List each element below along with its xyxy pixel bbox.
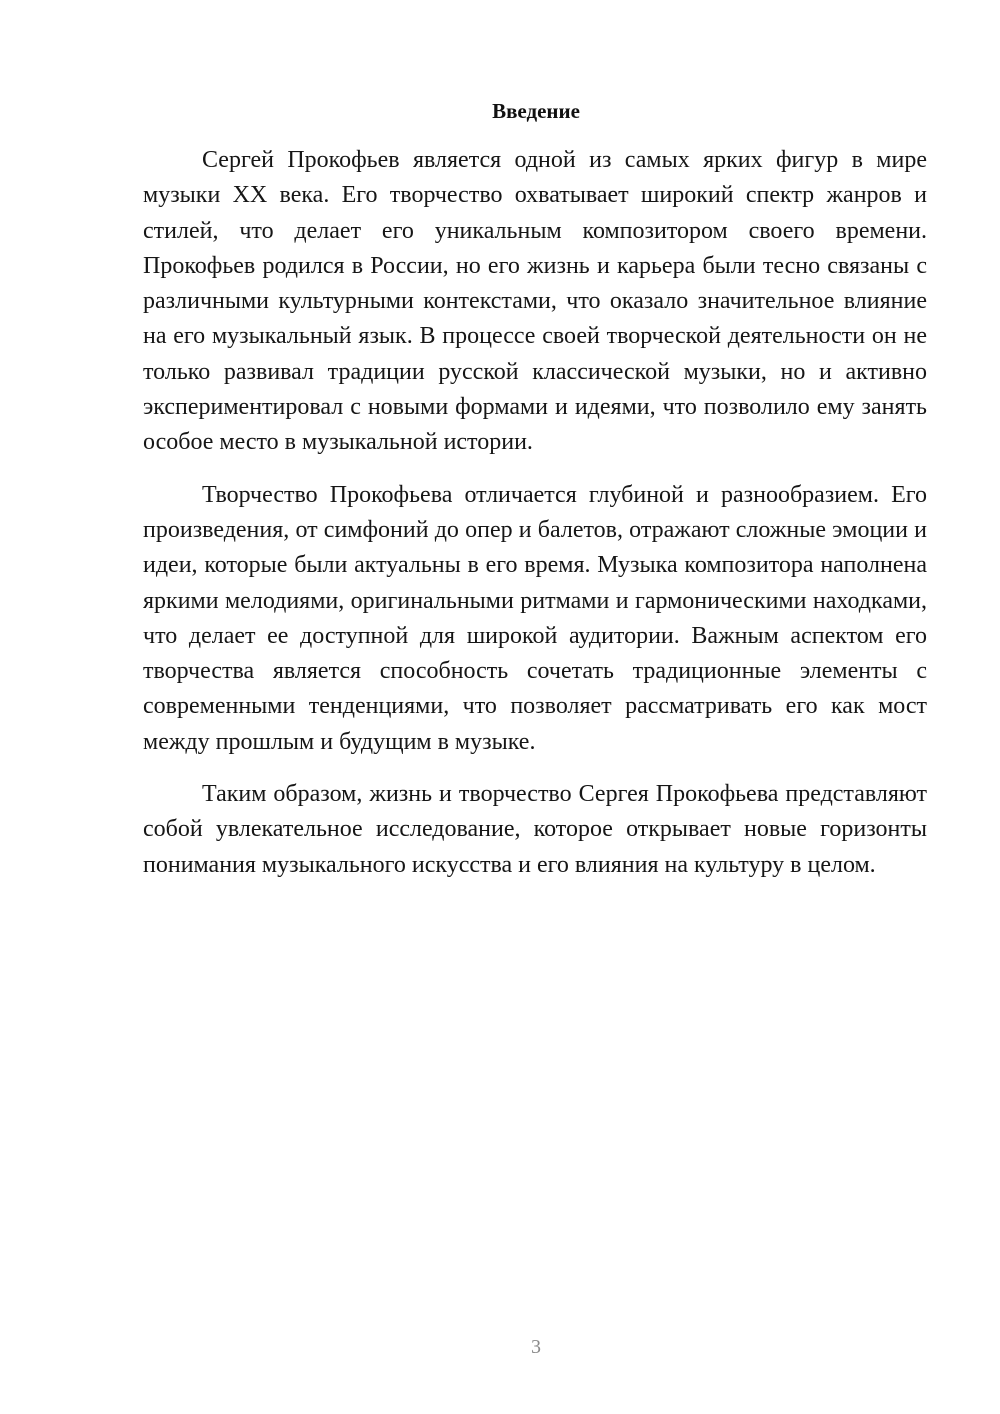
paragraph: Таким образом, жизнь и творчество Сергея Прокофьева представляют собой увлекательное исследование, которое открывает новые горизонты понимания музыкального искусства и его влияния на культуру в целом.: [143, 781, 927, 878]
page-title: Введение: [492, 99, 580, 123]
body-text: [143, 143, 927, 900]
paragraph: Творчество Прокофьева отличается глубиной и разнообразием. Его произведения, от симфоний до опер и балетов, отражают сложные эмоции и идеи, которые были актуальны в его время. Музыка композитора наполнена яркими мелодиями, оригинальными ритмами и гармоническими находками, что делает ее доступной для широкой аудитории. Важным аспектом его творчества является способность сочетать традиционные элементы с современными тенденциями, что позволяет рассматривать его как мост между прошлым и будущим в музыке.: [143, 481, 927, 755]
page-number: 3: [531, 1336, 541, 1358]
paragraph: Сергей Прокофьев является одной из самых ярких фигур в мире музыки XX века. Его творчество охватывает широкий спектр жанров и стилей, что делает его уникальным композитором своего времени. Прокофьев родился в России, но его жизнь и карьера были тесно связаны с различными культурными контекстами, что оказало значительное влияние на его музыкальный язык. В процессе своей творческой деятельности он не только развивал традиции русской классической музыки, но и активно экспериментировал с новыми формами и идеями, что позволило ему занять особое место в музыкальной истории.: [143, 147, 927, 456]
